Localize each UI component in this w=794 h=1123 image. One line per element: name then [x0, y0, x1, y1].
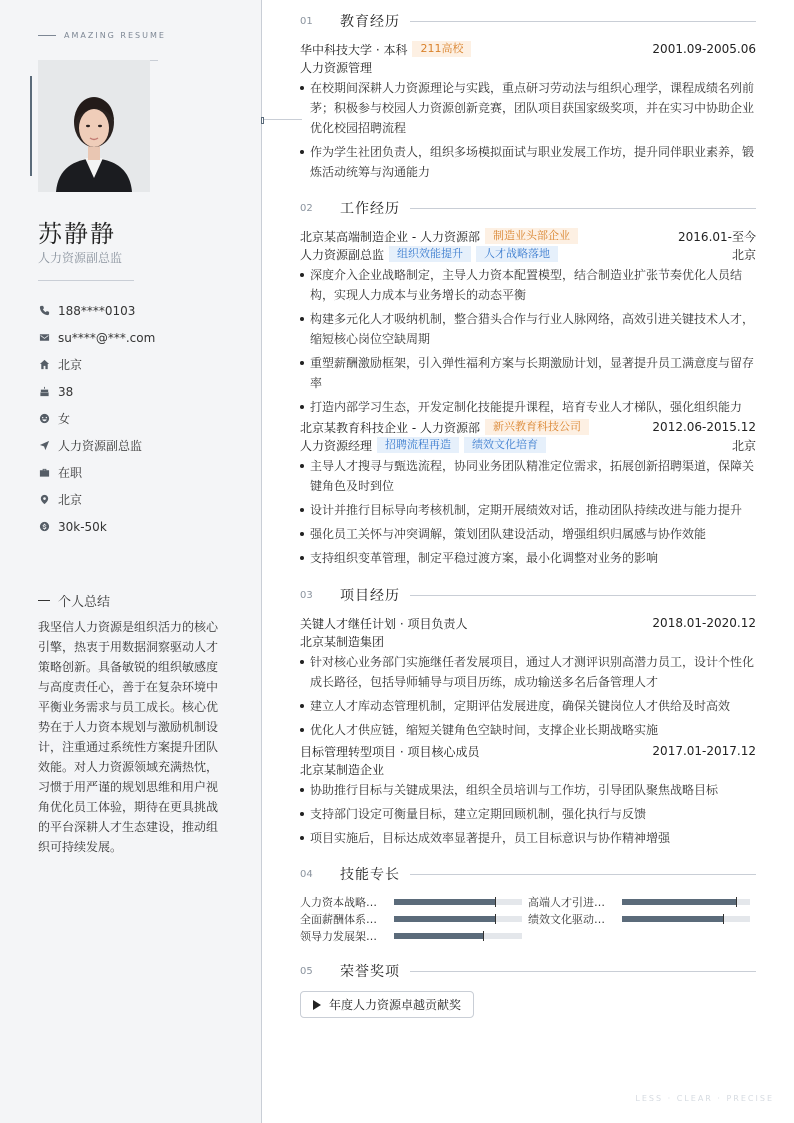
- list-item: 针对核心业务部门实施继任者发展项目，通过人才测评识别高潜力员工，设计个性化成长路径，包括导师辅导与项目历练，成功输送多名后备管理人才: [300, 652, 756, 692]
- list-item: 在校期间深耕人力资源理论与实践，重点研习劳动法与组织心理学，课程成绩名列前茅；积极参与校园人力资源创新竞赛，团队项目获国家级奖项，并在实习中协助企业优化校园招聘流程: [300, 78, 756, 138]
- skill-name: 人力资本战略…: [300, 895, 377, 909]
- list-item: 协助推行目标与关键成果法，组织全员培训与工作坊，引导团队聚焦战略目标: [300, 780, 756, 800]
- section-rule: [410, 595, 756, 596]
- cake-icon: [38, 386, 50, 398]
- section-rule: [410, 208, 756, 209]
- phone-icon: [38, 305, 50, 317]
- work-bullets: [300, 265, 756, 417]
- list-item: 设计并推行目标导向考核机制，定期开展绩效对话，推动团队持续改进与能力提升: [300, 500, 756, 520]
- award-name: 年度人力资源卓越贡献奖: [329, 998, 462, 1012]
- list-item: 支持组织变革管理，制定平稳过渡方案，最小化调整对业务的影响: [300, 548, 756, 568]
- skill-item: [300, 894, 528, 910]
- portrait-image: [38, 60, 150, 192]
- skills-grid: [300, 893, 756, 944]
- info-gender: [38, 405, 248, 432]
- contact-info-list: [38, 297, 248, 540]
- list-item: 构建多元化人才吸纳机制，整合猎头合作与行业人脉网络，高效引进关键技术人才，缩短核心岗位空缺周期: [300, 309, 756, 349]
- list-item: 优化人才供应链，缩短关键角色空缺时间，支撑企业长期战略实施: [300, 720, 756, 740]
- list-item: 强化员工关怀与冲突调解，策划团队建设活动，增强组织归属感与协作效能: [300, 524, 756, 544]
- candidate-name: 苏静静: [38, 220, 116, 248]
- location-icon: [38, 494, 50, 506]
- info-email: [38, 324, 248, 351]
- list-item: 主导人才搜寻与甄选流程，协同业务团队精准定位需求，拓展创新招聘渠道，保障关键角色及时到位: [300, 456, 756, 496]
- section-title: 技能专长: [340, 867, 400, 883]
- info-text: 人力资源副总监: [58, 439, 143, 453]
- project-name: 关键人才继任计划 · 项目负责人: [300, 616, 468, 631]
- project-bullets: [300, 652, 756, 740]
- role-tag: 人才战略落地: [476, 246, 558, 262]
- section-awards: [300, 961, 756, 981]
- skill-item: [528, 894, 756, 910]
- info-text: su****@***.com: [58, 330, 156, 345]
- section-projects: [300, 585, 756, 605]
- list-item: 打造内部学习生态，开发定制化技能提升课程，培育专业人才梯队，强化组织能力: [300, 397, 756, 417]
- info-home-city: [38, 351, 248, 378]
- send-icon: [38, 440, 50, 452]
- education-date: 2001.09-2005.06: [652, 42, 756, 56]
- project-entry-1: [300, 614, 756, 744]
- section-number: 04: [300, 868, 313, 880]
- skill-fill: [394, 933, 484, 939]
- info-text: 30k-50k: [58, 519, 107, 534]
- skill-fill: [622, 916, 724, 922]
- skill-bar: [394, 933, 522, 939]
- skill-bar: [622, 916, 750, 922]
- section-rule: [410, 971, 756, 972]
- list-item: 项目实施后，目标达成效率显著提升，员工目标意识与协作精神增强: [300, 828, 756, 848]
- company-name: 北京某高端制造企业 - 人力资源部: [300, 229, 480, 244]
- section-rule: [410, 874, 756, 875]
- role-tag: 绩效文化培育: [464, 437, 546, 453]
- skill-name: 绩效文化驱动…: [528, 912, 605, 926]
- work-role: 人力资源副总监: [300, 247, 385, 262]
- footer-tagline: LESS · CLEAR · PRECISE: [635, 1094, 774, 1103]
- info-text: 在职: [58, 466, 83, 480]
- skill-name: 领导力发展架…: [300, 929, 377, 943]
- info-text: 北京: [58, 358, 83, 372]
- money-icon: [38, 521, 50, 533]
- skill-bar: [394, 916, 522, 922]
- section-rule: [410, 21, 756, 22]
- skill-item: [300, 911, 528, 927]
- divider-connector: [262, 119, 302, 120]
- section-skills: [300, 864, 756, 884]
- work-date: 2012.06-2015.12: [652, 420, 756, 434]
- face-icon: [38, 413, 50, 425]
- work-role: 人力资源经理: [300, 438, 373, 453]
- role-tag: 组织效能提升: [389, 246, 471, 262]
- project-org: 北京某制造集团: [300, 634, 385, 649]
- section-number: 03: [300, 589, 313, 601]
- list-item: 重塑薪酬激励框架，引入弹性福利方案与长期激励计划，显著提升员工满意度与留存率: [300, 353, 756, 393]
- play-triangle-icon: [313, 1000, 321, 1010]
- work-city: 北京: [731, 438, 756, 453]
- project-name: 目标管理转型项目 · 项目核心成员: [300, 744, 480, 759]
- section-work: [300, 198, 756, 218]
- skill-name: 高端人才引进…: [528, 895, 605, 909]
- info-target-role: [38, 432, 248, 459]
- work-bullets: [300, 456, 756, 568]
- info-location: [38, 486, 248, 513]
- profile-photo: [38, 60, 150, 192]
- company-tag: 新兴教育科技公司: [485, 419, 589, 435]
- school-name: 华中科技大学 · 本科: [300, 42, 408, 57]
- education-entry: [300, 40, 756, 186]
- section-number: 05: [300, 965, 313, 977]
- company-name: 北京某教育科技企业 - 人力资源部: [300, 420, 480, 435]
- section-title: 工作经历: [340, 201, 400, 217]
- summary-heading: [38, 591, 110, 610]
- info-phone: [38, 297, 248, 324]
- section-education: [300, 11, 756, 31]
- section-title: 项目经历: [340, 588, 400, 604]
- info-age: [38, 378, 248, 405]
- title-divider: [38, 280, 134, 281]
- info-text: 女: [58, 412, 71, 426]
- photo-accent-bar: [30, 76, 32, 176]
- skill-fill: [394, 899, 496, 905]
- mail-icon: [38, 332, 50, 344]
- company-tag: 制造业头部企业: [485, 228, 578, 244]
- project-bullets: [300, 780, 756, 848]
- list-item: 作为学生社团负责人，组织多场模拟面试与职业发展工作坊，提升同伴职业素养，锻炼活动统筹与沟通能力: [300, 142, 756, 182]
- skill-name: 全面薪酬体系…: [300, 912, 377, 926]
- project-date: 2017.01-2017.12: [652, 744, 756, 758]
- info-text: 北京: [58, 493, 83, 507]
- work-city: 北京: [731, 247, 756, 262]
- skill-item: [300, 928, 530, 944]
- project-date: 2018.01-2020.12: [652, 616, 756, 630]
- candidate-title: 人力资源副总监: [38, 251, 123, 265]
- skill-bar: [622, 899, 750, 905]
- skill-fill: [394, 916, 496, 922]
- school-tag: 211高校: [412, 41, 471, 57]
- list-item: 建立人才库动态管理机制，定期评估发展进度，确保关键岗位人才供给及时高效: [300, 696, 756, 716]
- award-item: [300, 991, 474, 1018]
- list-item: 支持部门设定可衡量目标，建立定期回顾机制，强化执行与反馈: [300, 804, 756, 824]
- section-number: 02: [300, 202, 313, 214]
- role-tag: 招聘流程再造: [377, 437, 459, 453]
- skill-bar: [394, 899, 522, 905]
- info-salary: [38, 513, 248, 540]
- section-title: 荣誉奖项: [340, 964, 400, 980]
- summary-title: 个人总结: [58, 595, 111, 610]
- info-status: [38, 459, 248, 486]
- education-bullets: [300, 78, 756, 182]
- education-major: 人力资源管理: [300, 60, 373, 75]
- section-number: 01: [300, 15, 313, 27]
- skill-item: [528, 911, 756, 927]
- work-entry-1: [300, 227, 756, 421]
- skill-fill: [622, 899, 737, 905]
- home-icon: [38, 359, 50, 371]
- brand-label: [38, 31, 166, 40]
- project-entry-2: [300, 742, 756, 852]
- divider-dot: [261, 117, 264, 124]
- info-text: 38: [58, 384, 74, 399]
- list-item: 深度介入企业战略制定，主导人力资本配置模型，结合制造业扩张节奏优化人员结构，实现人力成本与业务增长的动态平衡: [300, 265, 756, 305]
- work-entry-2: [300, 418, 756, 572]
- brand-text: AMAZING RESUME: [64, 31, 166, 40]
- project-org: 北京某制造企业: [300, 762, 385, 777]
- section-title: 教育经历: [340, 14, 400, 30]
- work-date: 2016.01-至今: [678, 229, 756, 244]
- summary-text: 我坚信人力资源是组织活力的核心引擎，热衷于用数据洞察驱动人才策略创新。具备敏锐的组织敏感度与高度责任心，善于在复杂环境中平衡业务需求与员工成长。核心优势在于人力资本规划与激励机制设计，注重通过系统性方案提升团队效能。对人力资源领域充满热忱，习惯于用严谨的规划思维和用户视角优化员工体验，期待在更具挑战的平台深耕人才生态建设，推动组织可持续发展。: [38, 620, 219, 854]
- briefcase-icon: [38, 467, 50, 479]
- info-text: 188****0103: [58, 303, 136, 318]
